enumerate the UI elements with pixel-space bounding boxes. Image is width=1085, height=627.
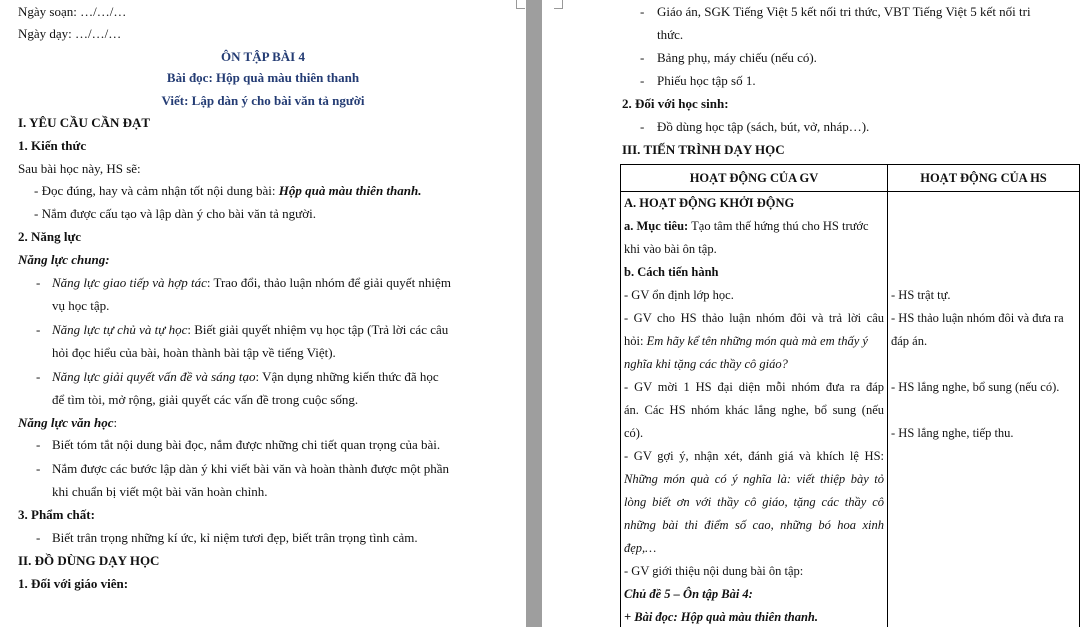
literary-competence-1: Biết tóm tắt nội dung bài đọc, nắm được những chi tiết quan trọng của bài. <box>52 437 441 452</box>
teacher-step-4-line-5: đẹp,… <box>624 541 657 555</box>
general-competence-heading: Năng lực chung: <box>18 252 110 267</box>
teacher-step-5: - GV giới thiệu nội dung bài ôn tập: <box>624 564 804 578</box>
teacher-material-3: Phiếu học tập số 1. <box>657 73 756 88</box>
general-competence-3 <box>52 369 439 385</box>
lesson-title: ÔN TẬP BÀI 4 <box>221 49 305 64</box>
general-competence-1-label: Năng lực giao tiếp và hợp tác <box>52 275 207 290</box>
objective-cont: khi vào bài ôn tập. <box>624 242 717 256</box>
spacer <box>891 353 1076 376</box>
question-text: Em hãy kể tên những món quà mà em thấy ý <box>646 334 868 348</box>
bullet-dash: - <box>36 369 41 384</box>
teacher-material-2: Bảng phụ, máy chiếu (nếu có). <box>657 50 817 65</box>
literary-competence-label: Năng lực văn học <box>18 415 114 430</box>
subtitle-reading-label: Bài đọc: <box>166 70 217 85</box>
section-2-2-heading: 2. Đối với học sinh: <box>622 96 729 111</box>
question-prefix: hỏi: <box>624 334 647 348</box>
teacher-step-2-question <box>624 330 884 353</box>
teacher-step-4-line-2: Những món quà có ý nghĩa là: viết thiệp bày tỏ <box>624 472 884 486</box>
bullet-dash: - <box>36 275 41 290</box>
student-activity-cell <box>888 192 1080 627</box>
teacher-step-3: - GV mời 1 HS đại diện mỗi nhóm đưa ra đáp <box>624 380 884 394</box>
topic-title: Chủ đề 5 – Ôn tập Bài 4: <box>624 587 753 601</box>
activity-a-title: A. HOẠT ĐỘNG KHỞI ĐỘNG <box>624 196 795 210</box>
teacher-material-1-cont: thức. <box>657 27 684 42</box>
table-row <box>621 192 1080 627</box>
objective-text: Tạo tâm thế hứng thú cho HS trước <box>688 219 869 233</box>
subtitle-writing-label: Viết: <box>161 93 192 108</box>
section-2-heading: II. ĐỒ DÙNG DẠY HỌC <box>18 553 160 568</box>
quality-item-1: Biết trân trọng những kí ức, kỉ niệm tươi đẹp, biết trân trọng tình cảm. <box>52 530 418 545</box>
margin-mark-top-right <box>554 0 563 9</box>
bullet-dash: - <box>640 4 645 19</box>
teacher-step-1: - GV ổn định lớp học. <box>624 288 734 302</box>
teacher-step-4-line-3: lòng biết ơn với thầy cô giáo, tặng các thầy cô <box>624 495 884 509</box>
teacher-material-1: Giáo án, SGK Tiếng Việt 5 kết nối tri thức, VBT Tiếng Việt 5 kết nối tri <box>657 4 1031 19</box>
student-step-2: - HS thảo luận nhóm đôi và đưa ra <box>891 311 1064 325</box>
general-competence-1-cont: vụ học tập. <box>52 298 110 313</box>
general-competence-1-text: : Trao đổi, thảo luận nhóm để giải quyết nhiệm <box>206 275 451 290</box>
procedure-heading: b. Cách tiến hành <box>624 265 719 279</box>
general-competence-3-text: : Vận dụng những kiến thức đã học <box>255 369 439 384</box>
general-competence-3-cont: để tìm tòi, mở rộng, giải quyết các vấn đề trong cuộc sống. <box>52 392 359 407</box>
lesson-plan-table <box>620 164 1080 627</box>
objective-line <box>624 215 884 238</box>
teacher-step-2: - GV cho HS thảo luận nhóm đôi và trả lời câu <box>624 311 884 325</box>
literary-competence-2: Nắm được các bước lập dàn ý khi viết bài văn và hoàn thành được một phần <box>52 461 449 476</box>
topic-reading: + Bài đọc: Hộp quà màu thiên thanh. <box>624 610 818 624</box>
teacher-step-4: - GV gợi ý, nhận xét, đánh giá và khích lệ HS: <box>624 449 884 463</box>
bullet-dash: - <box>640 73 645 88</box>
student-step-4: - HS lắng nghe, tiếp thu. <box>891 426 1014 440</box>
bullet-dash: - <box>640 119 645 134</box>
section-1-2-heading: 2. Năng lực <box>18 229 82 244</box>
teacher-step-3-cont: án. Các HS nhóm khác lắng nghe, bổ sung (nếu <box>624 403 884 417</box>
bullet-dash: - <box>640 50 645 65</box>
col-header-student: HOẠT ĐỘNG CỦA HS <box>888 165 1080 192</box>
bullet-dash: - <box>36 437 41 452</box>
section-1-1-heading: 1. Kiến thức <box>18 138 87 153</box>
general-competence-2-cont: hỏi đọc hiểu của bài, hoàn thành bài tập về tiếng Việt). <box>52 345 336 360</box>
section-1-3-heading: 3. Phẩm chất: <box>18 507 95 522</box>
student-step-2-cont: đáp án. <box>891 334 928 348</box>
section-1-heading: I. YÊU CẦU CẦN ĐẠT <box>18 115 151 130</box>
knowledge-item-1-text: - Đọc đúng, hay và cảm nhận tốt nội dung bài: <box>34 183 279 198</box>
student-material-1: Đồ dùng học tập (sách, bút, vở, nháp…). <box>657 119 870 134</box>
teacher-step-3-end: có). <box>624 426 644 440</box>
teacher-step-4-line-4: những bài thi điểm số cao, những bó hoa xinh <box>624 518 884 532</box>
margin-mark-top-left <box>516 0 525 9</box>
general-competence-2-label: Năng lực tự chủ và tự học <box>52 322 188 337</box>
knowledge-item-1-title: Hộp quà màu thiên thanh. <box>278 183 422 198</box>
teacher-step-2-question-cont: nghĩa khi tặng các thầy cô giáo? <box>624 357 788 371</box>
section-2-1-heading: 1. Đối với giáo viên: <box>18 576 129 591</box>
literary-competence-2-cont: khi chuẩn bị viết một bài văn hoàn chỉnh. <box>52 484 268 499</box>
general-competence-1 <box>52 275 451 291</box>
intro-text: Sau bài học này, HS sẽ: <box>18 161 141 176</box>
ngay-soan: Ngày soạn: …/…/… <box>18 4 127 19</box>
page-right <box>542 0 1085 627</box>
section-3-heading: III. TIẾN TRÌNH DẠY HỌC <box>622 142 785 157</box>
general-competence-2-text: : Biết giải quyết nhiệm vụ học tập (Trả lời các câu <box>187 322 449 337</box>
literary-competence-heading <box>18 415 117 431</box>
knowledge-item-1 <box>34 183 421 199</box>
page-left <box>0 0 526 627</box>
lesson-subtitle-writing <box>0 93 526 109</box>
student-step-3: - HS lắng nghe, bổ sung (nếu có). <box>891 380 1060 394</box>
col-header-teacher: HOẠT ĐỘNG CỦA GV <box>621 165 888 192</box>
bullet-dash: - <box>36 530 41 545</box>
table-header-row <box>621 165 1080 192</box>
student-step-1: - HS trật tự. <box>891 288 951 302</box>
subtitle-writing-value: Lập dàn ý cho bài văn tả người <box>191 93 365 108</box>
objective-label: a. Mục tiêu: <box>624 219 689 233</box>
general-competence-3-label: Năng lực giải quyết vấn đề và sáng tạo <box>52 369 256 384</box>
spacer <box>891 399 1076 422</box>
bullet-dash: - <box>36 322 41 337</box>
teacher-activity-cell <box>621 192 888 627</box>
spacer <box>891 192 1076 284</box>
knowledge-item-2: - Nắm được cấu tạo và lập dàn ý cho bài văn tả người. <box>34 206 316 221</box>
lesson-subtitle-reading <box>0 70 526 86</box>
ngay-day: Ngày dạy: …/…/… <box>18 26 122 41</box>
literary-competence-colon: : <box>113 415 118 430</box>
bullet-dash: - <box>36 461 41 476</box>
subtitle-reading-value: Hộp quà màu thiên thanh <box>216 70 360 85</box>
general-competence-2 <box>52 322 448 338</box>
